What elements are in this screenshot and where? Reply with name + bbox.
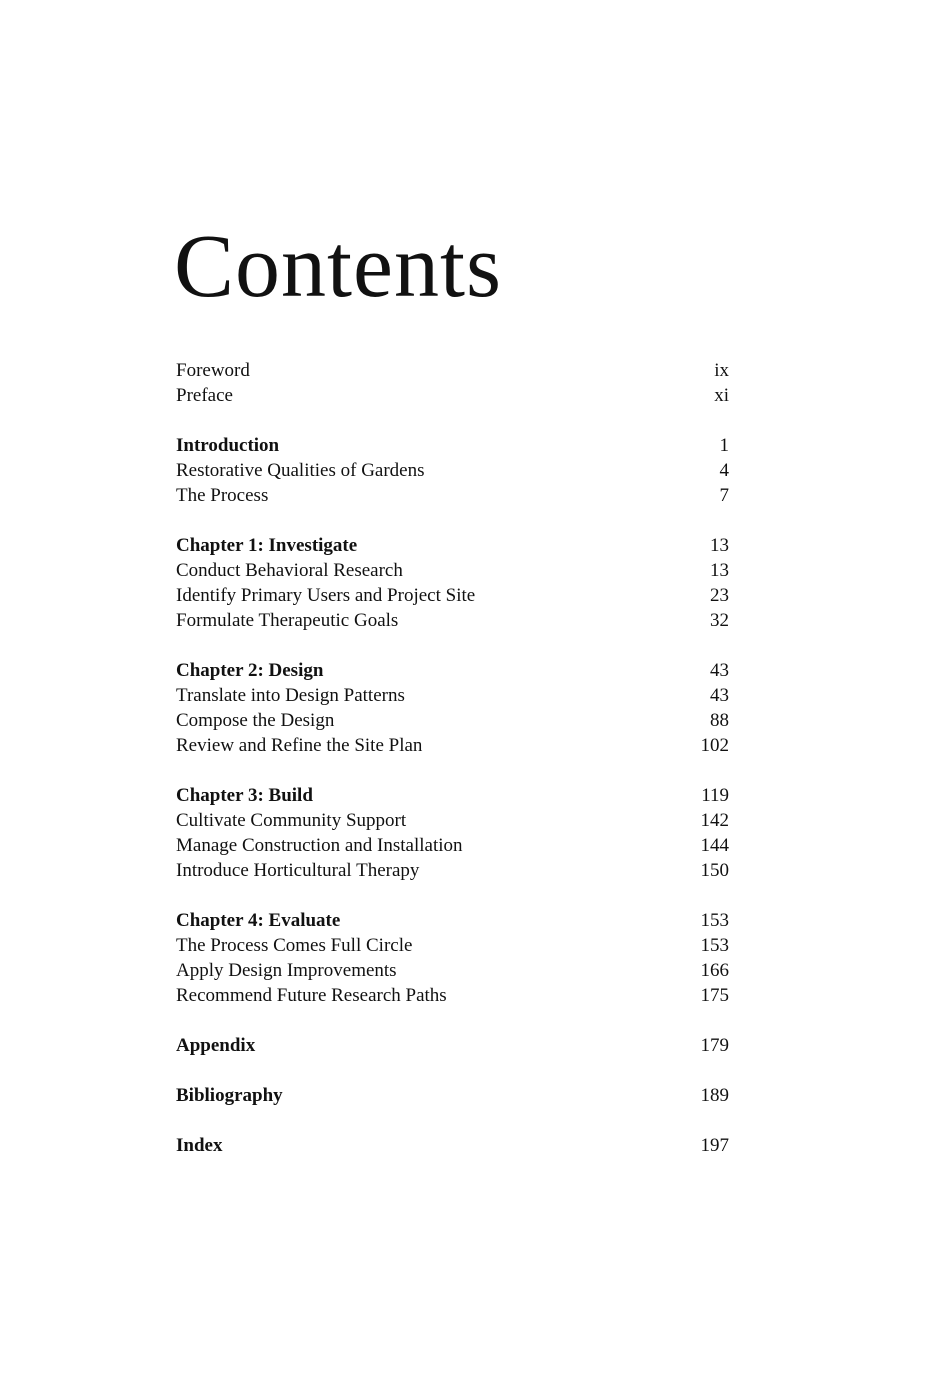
toc-group-appendix [176, 1033, 729, 1058]
toc-group-chapter-3 [176, 783, 729, 883]
toc-entry-label: Cultivate Community Support [176, 810, 407, 831]
toc-entry-page: 153 [700, 910, 729, 931]
toc-heading-index[interactable] [176, 1133, 729, 1158]
toc-entry-horticultural-therapy[interactable] [176, 858, 729, 883]
toc-entry-page: 4 [719, 460, 729, 481]
toc-entry-label: The Process [176, 485, 269, 506]
toc-entry-page: 1 [719, 435, 729, 456]
toc-entry-page: 102 [700, 735, 729, 756]
toc-entry-label: Conduct Behavioral Research [176, 560, 403, 581]
toc-entry-design-improvements[interactable] [176, 958, 729, 983]
toc-entry-full-circle[interactable] [176, 933, 729, 958]
toc-group-chapter-1 [176, 533, 729, 633]
toc-entry-compose-design[interactable] [176, 708, 729, 733]
toc-entry-review-site-plan[interactable] [176, 733, 729, 758]
toc-entry-preface[interactable] [176, 383, 729, 408]
toc-entry-page: 32 [710, 610, 729, 631]
toc-entry-page: 150 [700, 860, 729, 881]
toc-entry-label: Restorative Qualities of Gardens [176, 460, 425, 481]
toc-entry-page: ix [714, 360, 729, 381]
toc-entry-label: Formulate Therapeutic Goals [176, 610, 399, 631]
toc-entry-label: Translate into Design Patterns [176, 685, 405, 706]
toc-entry-page: 23 [710, 585, 729, 606]
toc-entry-page: 153 [700, 935, 729, 956]
toc-entry-label: Preface [176, 385, 233, 406]
toc-entry-page: 13 [710, 560, 729, 581]
toc-group-index [176, 1133, 729, 1158]
toc-entry-page: 119 [701, 785, 729, 806]
toc-entry-label: Review and Refine the Site Plan [176, 735, 423, 756]
toc-entry-page: 13 [710, 535, 729, 556]
toc-entry-label: Foreword [176, 360, 250, 381]
toc-entry-construction-installation[interactable] [176, 833, 729, 858]
toc-entry-label: Chapter 2: Design [176, 660, 324, 681]
toc-entry-behavioral-research[interactable] [176, 558, 729, 583]
toc-entry-page: 166 [700, 960, 729, 981]
toc-entry-page: 7 [719, 485, 729, 506]
toc-heading-chapter-1[interactable] [176, 533, 729, 558]
toc-entry-label: Identify Primary Users and Project Site [176, 585, 476, 606]
toc-entry-label: Recommend Future Research Paths [176, 985, 447, 1006]
toc-entry-page: 43 [710, 660, 729, 681]
toc-entry-page: 189 [700, 1085, 729, 1106]
table-of-contents [176, 358, 729, 1183]
toc-entry-future-research[interactable] [176, 983, 729, 1008]
toc-entry-page: 43 [710, 685, 729, 706]
toc-entry-therapeutic-goals[interactable] [176, 608, 729, 633]
toc-entry-primary-users[interactable] [176, 583, 729, 608]
toc-heading-chapter-3[interactable] [176, 783, 729, 808]
toc-entry-label: Chapter 3: Build [176, 785, 313, 806]
toc-group-chapter-4 [176, 908, 729, 1008]
toc-entry-label: The Process Comes Full Circle [176, 935, 413, 956]
toc-group-chapter-2 [176, 658, 729, 758]
toc-heading-introduction[interactable] [176, 433, 729, 458]
toc-entry-foreword[interactable] [176, 358, 729, 383]
toc-entry-page: 144 [700, 835, 729, 856]
toc-entry-page: 142 [700, 810, 729, 831]
toc-entry-page: 179 [700, 1035, 729, 1056]
toc-entry-page: 197 [700, 1135, 729, 1156]
toc-entry-page: xi [714, 385, 729, 406]
toc-entry-label: Chapter 4: Evaluate [176, 910, 341, 931]
toc-entry-page: 88 [710, 710, 729, 731]
page-title: Contents [174, 217, 503, 316]
toc-entry-label: Apply Design Improvements [176, 960, 397, 981]
toc-entry-label: Chapter 1: Investigate [176, 535, 358, 556]
toc-group-front-matter [176, 358, 729, 408]
toc-entry-the-process[interactable] [176, 483, 729, 508]
toc-entry-design-patterns[interactable] [176, 683, 729, 708]
toc-entry-label: Introduction [176, 435, 280, 456]
toc-entry-label: Appendix [176, 1035, 256, 1056]
toc-group-bibliography [176, 1083, 729, 1108]
toc-heading-bibliography[interactable] [176, 1083, 729, 1108]
toc-entry-community-support[interactable] [176, 808, 729, 833]
toc-entry-label: Bibliography [176, 1085, 283, 1106]
toc-entry-label: Introduce Horticultural Therapy [176, 860, 420, 881]
toc-entry-label: Index [176, 1135, 223, 1156]
toc-heading-appendix[interactable] [176, 1033, 729, 1058]
toc-heading-chapter-2[interactable] [176, 658, 729, 683]
toc-entry-label: Manage Construction and Installation [176, 835, 463, 856]
toc-heading-chapter-4[interactable] [176, 908, 729, 933]
toc-entry-page: 175 [700, 985, 729, 1006]
toc-entry-label: Compose the Design [176, 710, 335, 731]
toc-group-introduction [176, 433, 729, 508]
toc-entry-restorative-qualities[interactable] [176, 458, 729, 483]
